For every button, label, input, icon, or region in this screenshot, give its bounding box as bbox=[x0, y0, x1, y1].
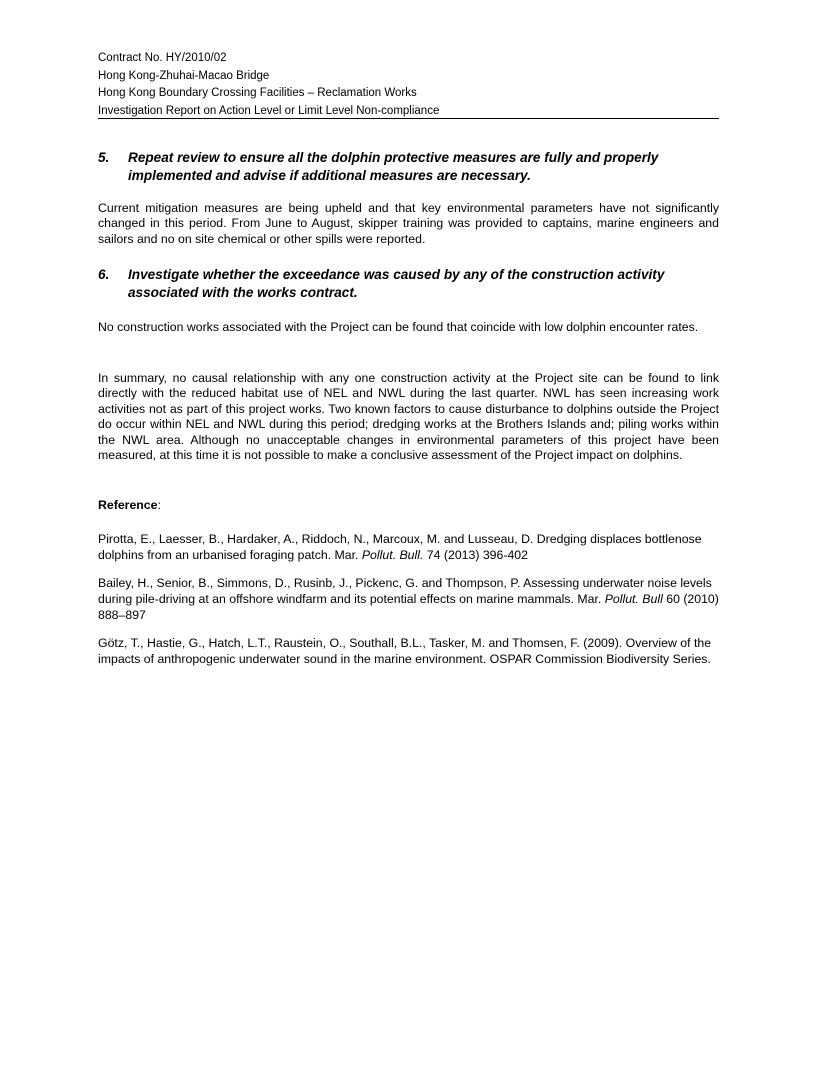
header-divider bbox=[98, 118, 719, 119]
reference-2: Bailey, H., Senior, B., Simmons, D., Rusinb, J., Pickenc, G. and Thompson, P. Assessing underwater noise levels during pile-driving at an offshore windfarm and its potential effects on marine mammals. Mar. Pollut. Bull 60 (2010) 888–897 bbox=[98, 576, 719, 622]
reference-1: Pirotta, E., Laesser, B., Hardaker, A., Riddoch, N., Marcoux, M. and Lusseau, D. Dredging displaces bottlenose dolphins from an urbanised foraging patch. Mar. Pollut. Bull. 74 (2013) 396-402 bbox=[98, 532, 702, 562]
section-6-body-2: In summary, no causal relationship with any one construction activity at the Project site can be found to link directly with the reduced habitat use of NEL and NWL during the last quarter. NWL has seen increasing work activities not as part of this project works. Two known factors to cause disturbance to dolphins outside the Project do occur within NEL and NWL during this period; dredging works at the Brothers Islands and; piling works within the NWL area. Although no unacceptable changes in environmental parameters of this project have been measured, at this time it is not possible to make a conclusive assessment of the Project impact on dolphins. bbox=[98, 371, 719, 463]
section-5-body: Current mitigation measures are being upheld and that key environmental parameters have not significantly changed in this period. From June to August, skipper training was provided to captains, marine engineers and sailors and no on site chemical or other spills were reported. bbox=[98, 201, 719, 246]
section-5-number: 5. bbox=[98, 150, 110, 165]
section-5-heading bbox=[98, 149, 719, 185]
section-6-heading bbox=[98, 266, 719, 302]
reference-2-journal: Pollut. Bull bbox=[604, 592, 663, 606]
contract-number: Contract No. HY/2010/02 bbox=[98, 52, 227, 64]
reference-heading: Reference: bbox=[98, 498, 161, 512]
page-header bbox=[98, 50, 719, 120]
reference-1-journal: Pollut. Bull. bbox=[361, 548, 424, 562]
project-subtitle: Hong Kong Boundary Crossing Facilities – Reclamation Works bbox=[98, 87, 417, 100]
section-6-body-1: No construction works associated with the Project can be found that coincide with low dolphin encounter rates. bbox=[98, 320, 699, 334]
section-6-title: Investigate whether the exceedance was caused by any of the construction activity associated with the works contract. bbox=[128, 267, 665, 300]
section-5-title: Repeat review to ensure all the dolphin protective measures are fully and properly implemented and advise if additional measures are necessary. bbox=[128, 150, 659, 183]
reference-3: Götz, T., Hastie, G., Hatch, L.T., Raustein, O., Southall, B.L., Tasker, M. and Thomsen, F. (2009). Overview of the impacts of anthropogenic underwater sound in the marine environment. OSPAR Commission Biodiversity Series. bbox=[98, 636, 712, 666]
report-title: Investigation Report on Action Level or Limit Level Non-compliance bbox=[98, 104, 440, 117]
project-name: Hong Kong-Zhuhai-Macao Bridge bbox=[98, 69, 270, 82]
section-6-number: 6. bbox=[98, 267, 110, 282]
